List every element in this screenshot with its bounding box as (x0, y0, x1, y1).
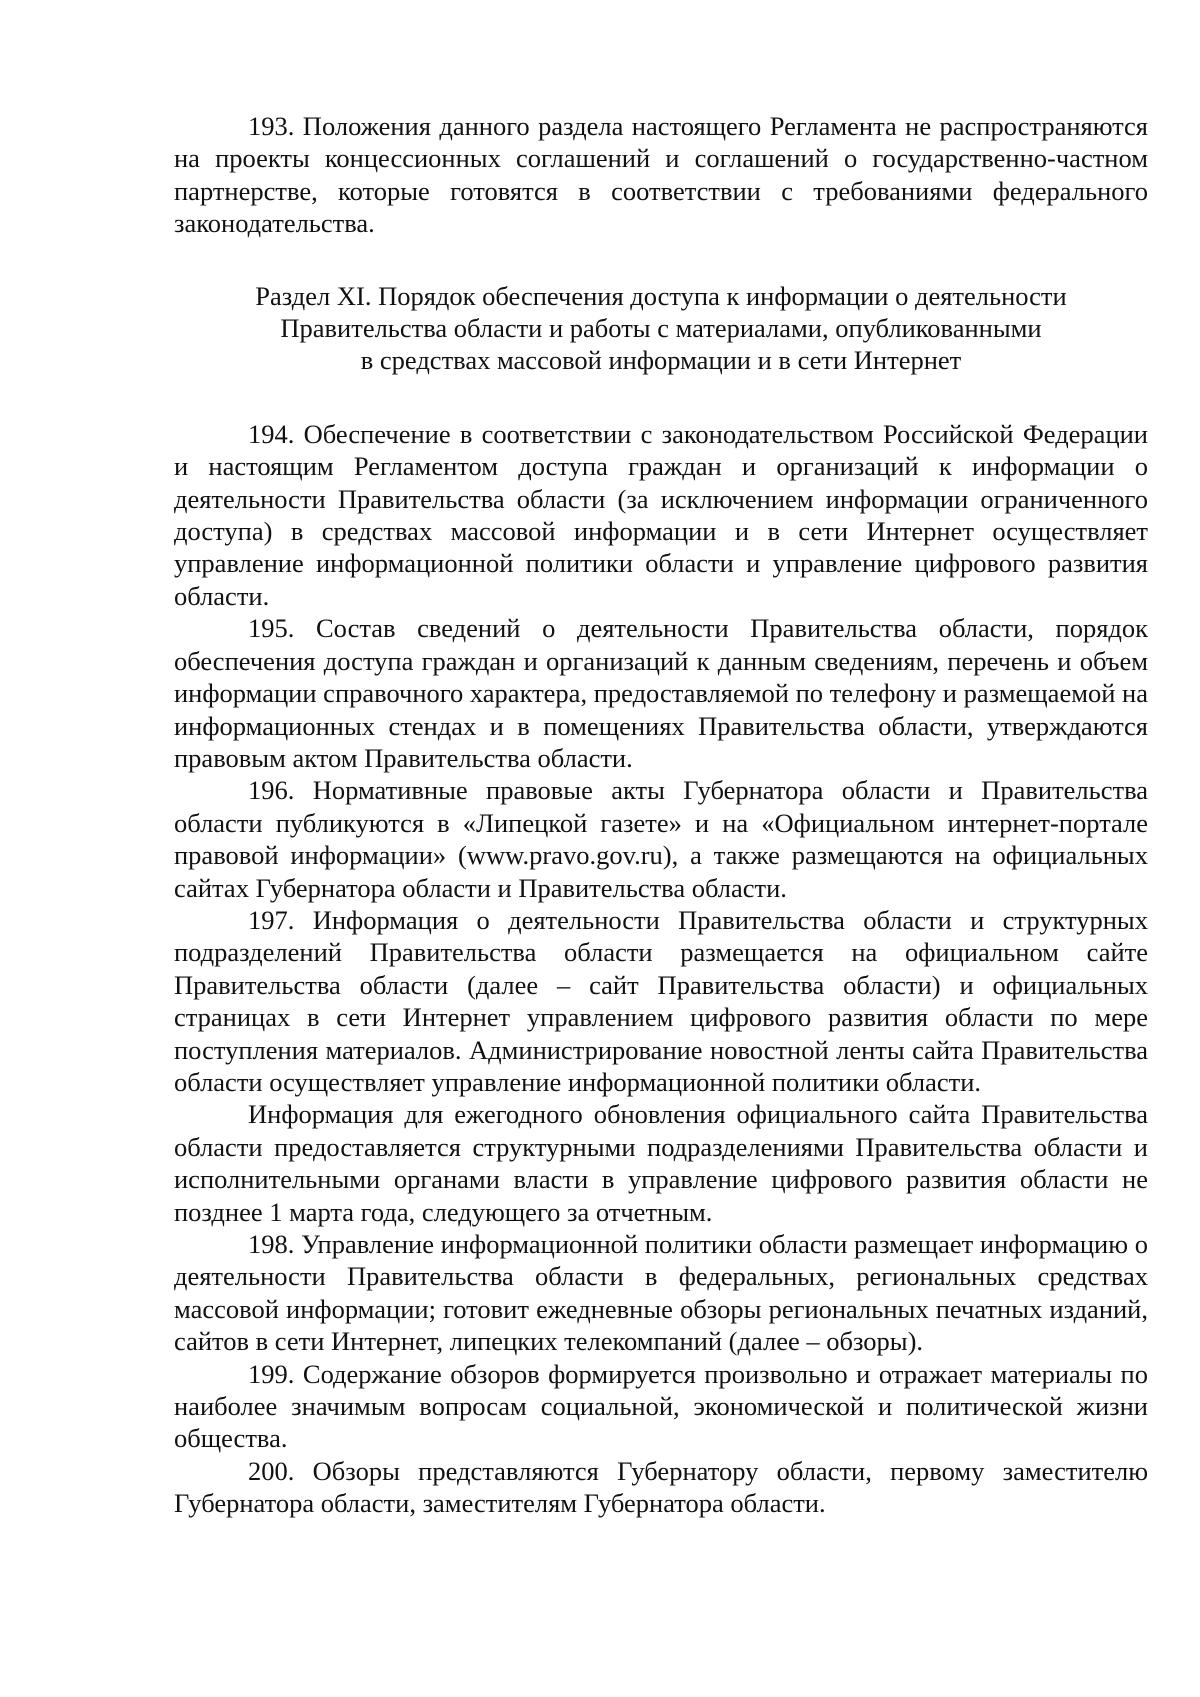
section-heading (174, 280, 1148, 377)
paragraph-198: 198. Управление информационной политики области размещает информацию о деятельности Правительства области в федеральных, региональных средствах массовой информации; готовит ежедневные обзоры региональных печатных изданий, сайтов в сети Интернет, липецких телекомпаний (далее – обзоры). (174, 1229, 1148, 1357)
paragraph-193: 193. Положения данного раздела настоящего Регламента не распространяются на проекты концессионных соглашений и соглашений о государственно-частном партнерстве, которые готовятся в соответствии с требованиями федерального законодательства. (174, 111, 1148, 239)
paragraph-197: 197. Информация о деятельности Правительства области и структурных подразделений Правительства области размещается на официальном сайте Правительства области (далее – сайт Правительства области) и официальных страницах в сети Интернет управлением цифрового развития области по мере поступления материалов. Администрирование новостной ленты сайта Правительства области осуществляет управление информационной политики области. (174, 904, 1148, 1097)
document-body (174, 110, 1148, 1520)
paragraph-195: 195. Состав сведений о деятельности Правительства области, порядок обеспечения доступа граждан и организаций к данным сведениям, перечень и объем информации справочного характера, предоставляемой по телефону и размещаемой на информационных стендах и в помещениях Правительства области, утверждаются правовым актом Правительства области. (174, 613, 1148, 773)
section-heading-line-2: Правительства области и работы с материалами, опубликованными (280, 313, 1042, 344)
paragraph-199: 199. Содержание обзоров формируется произвольно и отражает материалы по наиболее значимым вопросам социальной, экономической и политической жизни общества. (174, 1358, 1148, 1454)
paragraph-196: 196. Нормативные правовые акты Губернатора области и Правительства области публикуются в «Липецкой газете» и на «Официальном интернет-портале правовой информации» (www.pravo.gov.ru), а также размещаются на официальных сайтах Губернатора области и Правительства области. (174, 775, 1148, 903)
paragraph-197-continuation: Информация для ежегодного обновления официального сайта Правительства области предоставляется структурными подразделениями Правительства области и исполнительными органами власти в управление цифрового развития области не позднее 1 марта года, следующего за отчетным. (174, 1099, 1148, 1227)
section-heading-line-1: Раздел XI. Порядок обеспечения доступа к информации о деятельности (255, 280, 1067, 311)
section-heading-line-3: в средствах массовой информации и в сети Интернет (360, 345, 962, 376)
paragraph-194: 194. Обеспечение в соответствии с законодательством Российской Федерации и настоящим Регламентом доступа граждан и организаций к информации о деятельности Правительства области (за исключением информации ограниченного доступа) в средствах массовой информации и в сети Интернет осуществляет управление информационной политики области и управление цифрового развития области. (174, 418, 1148, 611)
paragraph-200: 200. Обзоры представляются Губернатору области, первому заместителю Губернатора области, заместителям Губернатора области. (174, 1455, 1148, 1519)
